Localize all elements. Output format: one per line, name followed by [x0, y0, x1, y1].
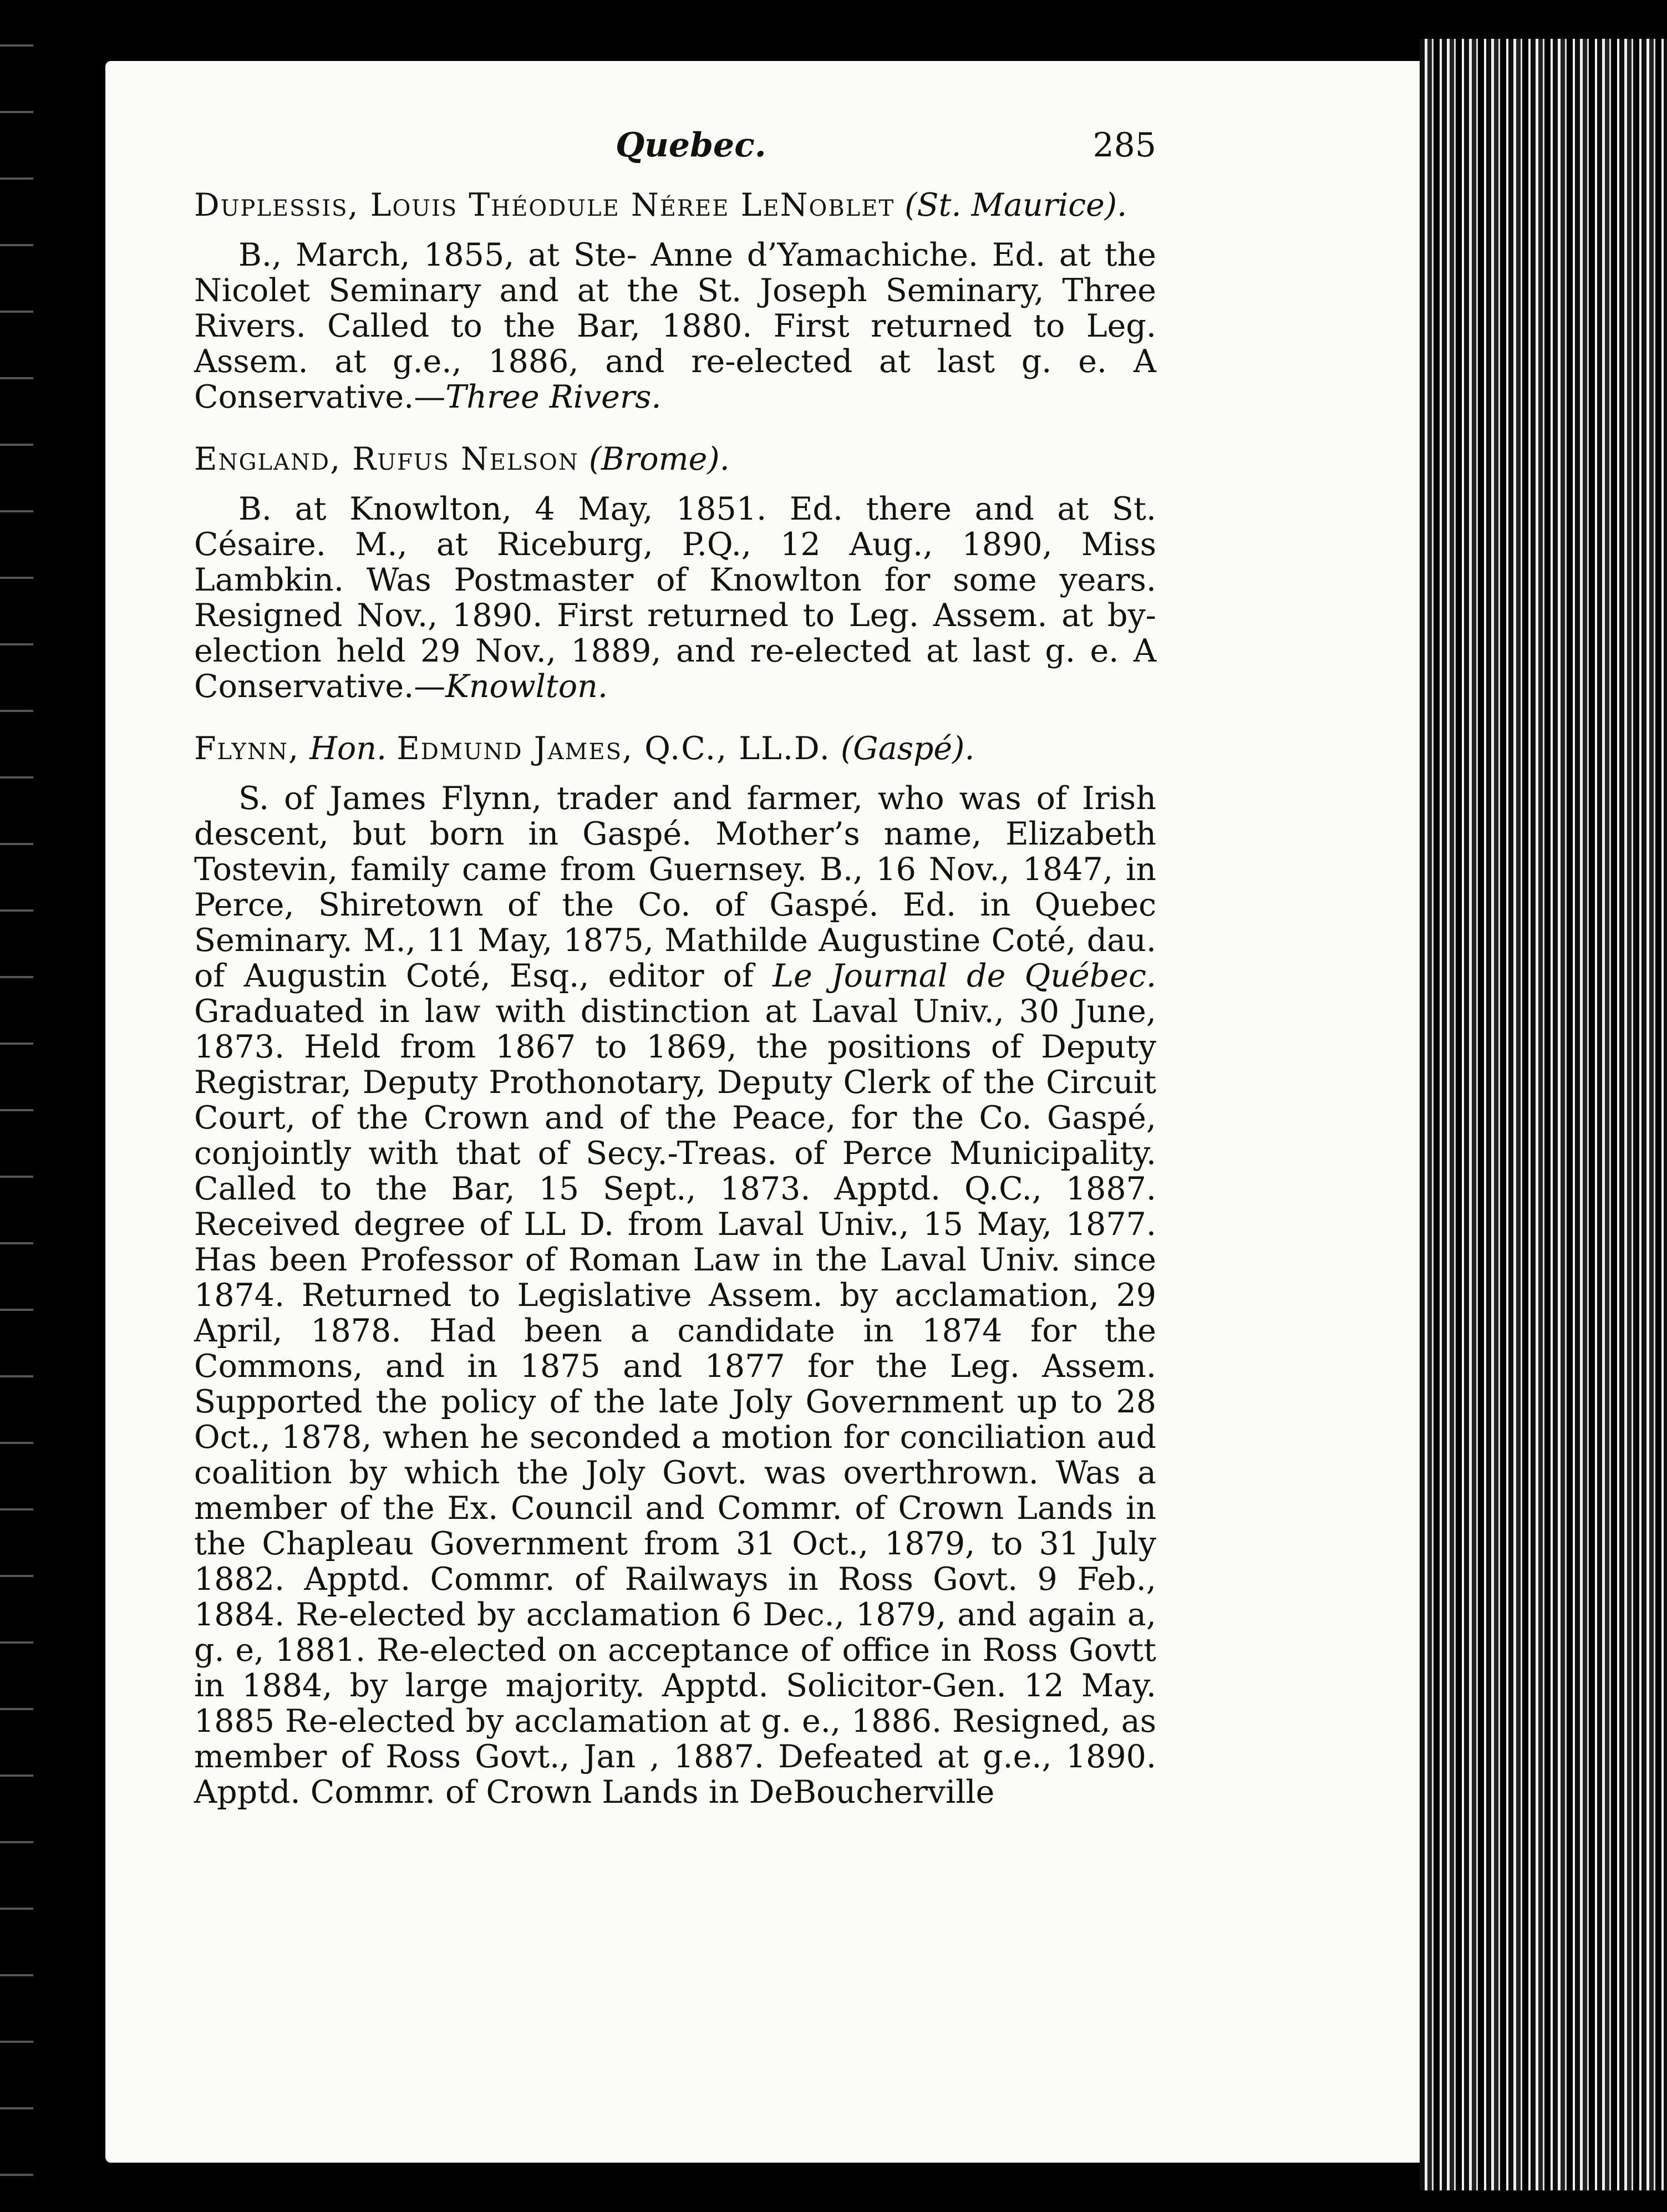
page-number: 285 — [1092, 126, 1156, 165]
entry-residence: Knowlton. — [445, 668, 608, 705]
entry-duplessis — [194, 187, 1156, 415]
entry-heading — [194, 731, 1156, 766]
entry-body — [194, 781, 1156, 1810]
entry-residence: Three Rivers. — [445, 379, 662, 415]
entry-body — [194, 237, 1156, 415]
entry-constituency: (Brome). — [588, 441, 730, 477]
entry-flynn — [194, 731, 1156, 1810]
left-scan-edge — [0, 22, 33, 2185]
entry-honorific: Hon. — [309, 730, 387, 767]
entry-body-text-continued: Graduated in law with distinction at Laval Univ., 30 June, 1873. Held from 1867 to 1869, the positions of Deputy Registrar, Deputy Prothonotary, Deputy Clerk of the Circuit Court, of the Crown and of the Peace, for the Co. Gaspé, conjointly with that of Secy.-Treas. of Perce Municipality. Called to the Bar, 15 Sept., 1873. Apptd. Q.C., 1887. Received degree of LL D. from Laval Univ., 15 May, 1877. Has been Professor of Roman Law in the Laval Univ. since 1874. Returned to Legislative Assem. by acclamation, 29 April, 1878. Had been a candidate in 1874 for the Commons, and in 1875 and 1877 for the Leg. Assem. Supported the policy of the late Joly Government up to 28 Oct., 1878, when he seconded a motion for conciliation aud coalition by which the Joly Govt. was overthrown. Was a member of the Ex. Council and Commr. of Crown Lands in the Chapleau Government from 31 Oct., 1879, to 31 July 1882. Apptd. Commr. of Railways in Ross Govt. 9 Feb., 1884. Re-elected by acclamation 6 Dec., 1879, and again a, g. e, 1881. Re-elected on acceptance of office in Ross Govtt in 1884, by large majority. Apptd. Solicitor-Gen. 12 May. 1885 Re-elected by acclamation at g. e., 1886. Resigned, as member of Ross Govt., Jan , 1887. Defeated at g.e., 1890. Apptd. Commr. of Crown Lands in DeBoucherville — [194, 993, 1156, 1811]
entry-name: England, Rufus Nelson — [194, 441, 579, 477]
page-header — [194, 128, 1156, 172]
entry-heading — [194, 187, 1156, 223]
entry-constituency: (St. Maurice). — [904, 187, 1127, 223]
running-title: Quebec. — [616, 126, 766, 165]
entry-body-text: B. at Knowlton, 4 May, 1851. Ed. there and at St. Césaire. M., at Riceburg, P.Q., 12 Aug., 1890, Miss Lambkin. Was Postmaster of Knowlton for some years. Resigned Nov., 1890. First returned to Leg. Assem. at by-election held 29 Nov., 1889, and re-elected at last g. e. A Conservative.— — [194, 491, 1156, 705]
entry-body — [194, 491, 1156, 704]
entry-constituency: (Gaspé). — [840, 730, 975, 767]
entry-heading — [194, 441, 1156, 477]
entry-body-text: B., March, 1855, at Ste- Anne d’Yamachiche. Ed. at the Nicolet Seminary and at the St. Joseph Seminary, Three Rivers. Called to the Bar, 1880. First returned to Leg. Assem. at g.e., 1886, and re-elected at last g. e. A Conservative.— — [194, 237, 1156, 415]
entry-name-prefix: Flynn, — [194, 730, 300, 767]
entry-england — [194, 441, 1156, 704]
entry-name: Edmund James, Q.C., LL.D. — [397, 730, 831, 767]
journal-title: Le Journal de Québec. — [772, 958, 1156, 994]
entry-name: Duplessis, Louis Théodule Néree LeNoblet — [194, 187, 895, 223]
page-content — [194, 128, 1156, 1837]
right-page-stack-edge — [1420, 39, 1667, 2190]
entry-body-text: S. of James Flynn, trader and farmer, who was of Irish descent, but born in Gaspé. Mother’s name, Elizabeth Tostevin, family came from Guernsey. B., 16 Nov., 1847, in Perce, Shiretown of the Co. of Gaspé. Ed. in Quebec Seminary. M., 11 May, 1875, Mathilde Augustine Coté, dau. of Augustin Coté, Esq., editor of — [194, 780, 1156, 994]
